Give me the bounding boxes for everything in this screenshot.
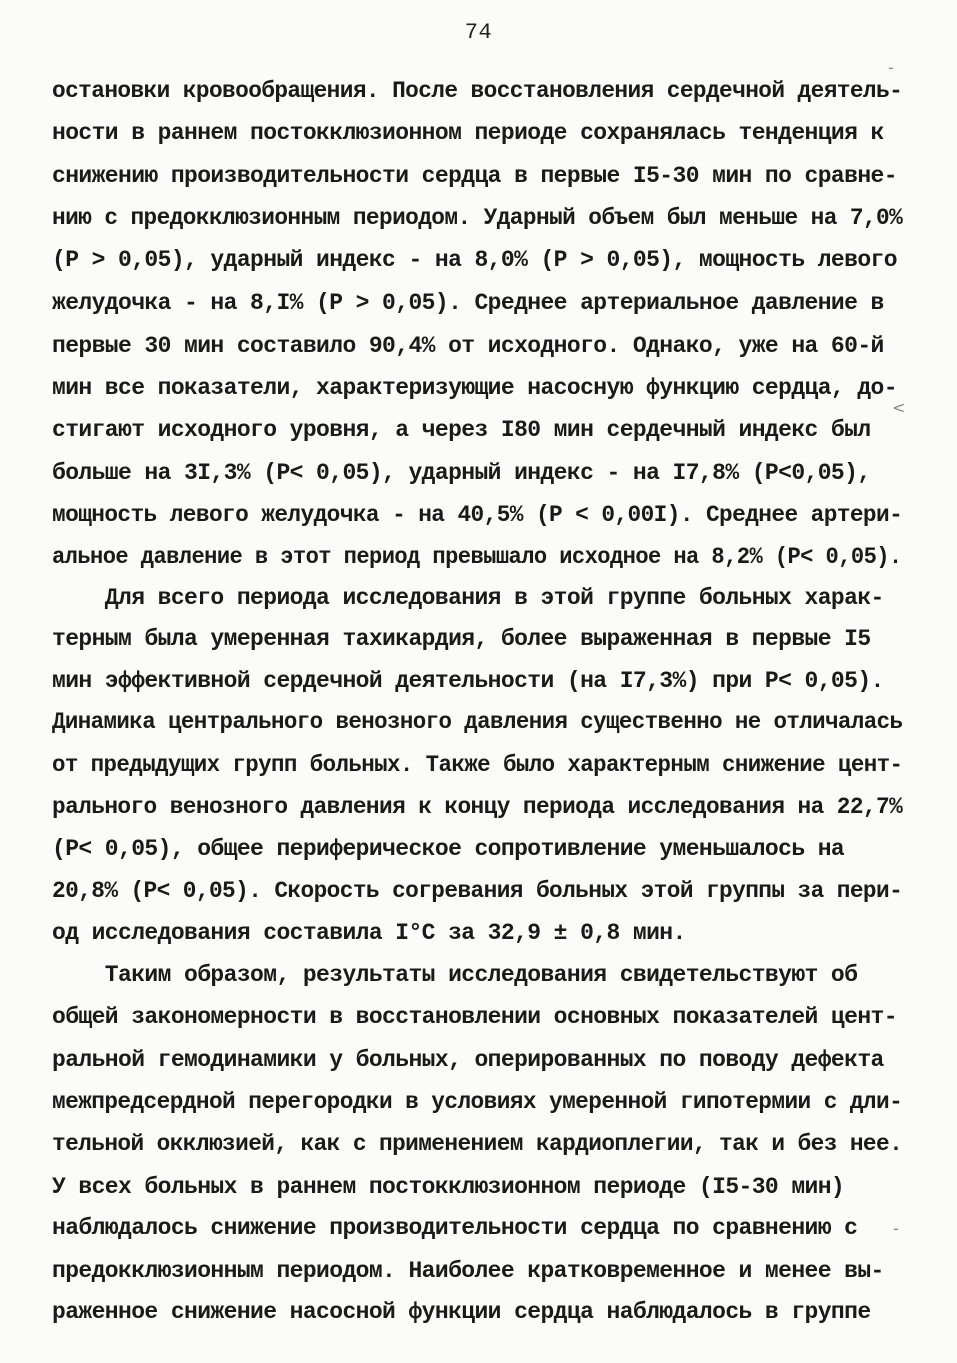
- text-line: Динамика центрального венозного давления существенно не отличалась: [52, 709, 903, 735]
- text-line: больше на 3I,3% (P< 0,05), ударный индекс - на I7,8% (P<0,05),: [52, 460, 871, 486]
- text-line: предокклюзионным периодом. Наиболее кратковременное и менее вы-: [52, 1258, 884, 1284]
- text-line: мин все показатели, характеризующие насосную функцию сердца, до-: [52, 375, 897, 401]
- text-line: тельной окклюзией, как с применением кардиоплегии, так и без нее.: [52, 1131, 903, 1157]
- text-line: первые 30 мин составило 90,4% от исходного. Однако, уже на 60-й: [52, 333, 884, 359]
- text-line: желудочка - на 8,I% (P > 0,05). Среднее артериальное давление в: [52, 290, 884, 316]
- margin-mark: ‑: [893, 1219, 899, 1238]
- text-line: общей закономерности в восстановлении основных показателей цент-: [52, 1004, 897, 1030]
- page-number: 74: [464, 20, 493, 45]
- text-line: мощность левого желудочка - на 40,5% (P < 0,00I). Среднее артери-: [52, 502, 903, 528]
- text-line: ральной гемодинамики у больных, оперированных по поводу дефекта: [52, 1047, 884, 1073]
- text-line: снижению производительности сердца в первые I5-30 мин по сравне-: [52, 163, 897, 189]
- text-line: альное давление в этот период превышало исходное на 8,2% (P< 0,05).: [52, 544, 902, 570]
- text-line: раженное снижение насосной функции сердца наблюдалось в группе: [52, 1299, 871, 1325]
- text-line: стигают исходного уровня, а через I80 мин сердечный индекс был: [52, 417, 871, 443]
- text-line: У всех больных в раннем постокклюзионном периоде (I5-30 мин): [52, 1174, 845, 1200]
- text-line: Для всего периода исследования в этой группе больных харак-: [52, 585, 884, 611]
- text-line: нию с предокклюзионным периодом. Ударный объем был меньше на 7,0%: [52, 205, 903, 231]
- margin-mark: <: [892, 398, 906, 417]
- text-line: (P< 0,05), общее периферическое сопротивление уменьшалось на: [52, 836, 845, 862]
- text-line: од исследования составила I°C за 32,9 ± 0,8 мин.: [52, 920, 686, 946]
- text-line: межпредсердной перегородки в условиях умеренной гипотермии с дли-: [52, 1089, 903, 1115]
- margin-mark: ‑: [888, 58, 894, 77]
- text-line: остановки кровообращения. После восстановления сердечной деятель-: [52, 78, 903, 104]
- text-line: мин эффективной сердечной деятельности (на I7,3%) при P< 0,05).: [52, 668, 884, 694]
- text-line: 20,8% (P< 0,05). Скорость согревания больных этой группы за пери-: [52, 878, 903, 904]
- text-line: терным была умеренная тахикардия, более выраженная в первые I5: [52, 626, 871, 652]
- text-line: (P > 0,05), ударный индекс - на 8,0% (P > 0,05), мощность левого: [52, 247, 897, 273]
- text-line: ности в раннем постокклюзионном периоде сохранялась тенденция к: [52, 120, 884, 146]
- text-line: от предыдущих групп больных. Также было характерным снижение цент-: [52, 752, 903, 778]
- text-line: рального венозного давления к концу периода исследования на 22,7%: [52, 794, 903, 820]
- text-line: Таким образом, результаты исследования свидетельствуют об: [52, 962, 858, 988]
- text-line: наблюдалось снижение производительности сердца по сравнению с: [52, 1215, 858, 1241]
